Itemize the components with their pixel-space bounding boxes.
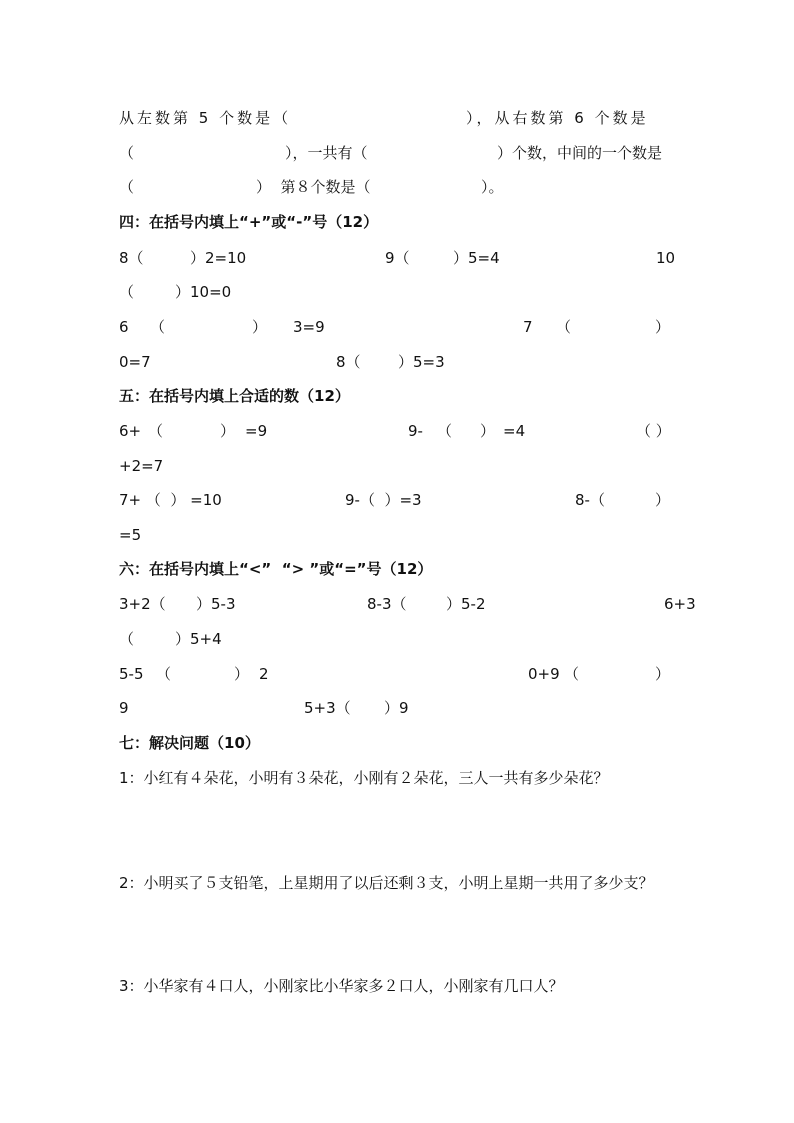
s4-r4-b: 8（ bbox=[336, 353, 361, 371]
intro-line1-mid: ），从右数第 6 个数是 bbox=[466, 109, 649, 127]
intro-line3-end: ）。 bbox=[481, 178, 504, 196]
s6-r1-c: 8-3（ bbox=[367, 595, 407, 613]
s6-r1-a: 3+2（ bbox=[119, 595, 166, 613]
s5-r1-b: （ bbox=[148, 422, 164, 440]
s5-r1-i: （ ） bbox=[636, 422, 671, 440]
s6-r1-b: ）5-3 bbox=[196, 595, 236, 613]
s4-r3-b: （ bbox=[150, 318, 166, 336]
s6-r3-f: （ bbox=[564, 665, 580, 683]
s5-r2-a: +2=7 bbox=[119, 457, 164, 475]
s5-r1-e: 9- bbox=[408, 422, 423, 440]
s4-r4-a: 0=7 bbox=[119, 353, 151, 371]
s5-r3-c: 8-（ bbox=[575, 491, 605, 509]
s6-r4-b: 5+3（ bbox=[304, 699, 351, 717]
s5-r1-c: ） bbox=[220, 422, 236, 440]
s5-r3-a: 7+ （ ） =10 bbox=[119, 491, 222, 509]
s4-r2-b: ）10=0 bbox=[175, 283, 232, 301]
s7-question-2: 2：小明买了５支铅笔，上星期用了以后还剩３支，小明上星期一共用了多少支？ bbox=[119, 874, 654, 892]
s4-r2-a: （ bbox=[119, 283, 135, 301]
section6-title: 六：在括号内填上“<” “> ”或“=”号（12） bbox=[119, 560, 433, 578]
s7-question-1: 1：小红有４朵花，小明有３朵花，小刚有２朵花，三人一共有多少朵花？ bbox=[119, 769, 609, 787]
intro-line3-mid: ） 第８个数是（ bbox=[256, 178, 371, 196]
s6-r3-d: 2 bbox=[259, 665, 269, 683]
intro-line2-mid: ），一共有（ bbox=[285, 144, 368, 162]
section7-title: 七：解决问题（10） bbox=[119, 734, 260, 752]
s6-r2-a: （ bbox=[119, 630, 135, 648]
s5-r3-b: 9-（ ）=3 bbox=[345, 491, 422, 509]
s4-r3-a: 6 bbox=[119, 318, 129, 336]
s6-r3-b: （ bbox=[156, 665, 172, 683]
s4-r3-e: 7 bbox=[523, 318, 533, 336]
s4-r3-c: ） bbox=[252, 318, 268, 336]
s5-r1-h: =4 bbox=[503, 422, 526, 440]
s4-r1-a: 8（ bbox=[119, 249, 144, 267]
s6-r4-c: ）9 bbox=[384, 699, 409, 717]
s6-r3-e: 0+9 bbox=[528, 665, 560, 683]
s5-r1-a: 6+ bbox=[119, 422, 142, 440]
s7-question-3: 3：小华家有４口人，小刚家比小华家多２口人，小刚家有几口人？ bbox=[119, 977, 564, 995]
s5-r1-f: （ bbox=[437, 422, 453, 440]
s4-r1-b: ）2=10 bbox=[190, 249, 247, 267]
s4-r1-d: ）5=4 bbox=[453, 249, 500, 267]
section5-title: 五：在括号内填上合适的数（12） bbox=[119, 387, 350, 405]
intro-line1-left: 从左数第 5 个数是（ bbox=[119, 109, 292, 127]
intro-line2-open: （ bbox=[119, 144, 135, 162]
s5-r3-d: ） bbox=[655, 491, 671, 509]
s4-r3-g: ） bbox=[655, 318, 671, 336]
s6-r2-b: ）5+4 bbox=[175, 630, 222, 648]
s5-r1-d: =9 bbox=[245, 422, 268, 440]
s6-r3-c: ） bbox=[234, 665, 250, 683]
intro-line3-open: （ bbox=[119, 178, 135, 196]
s5-r1-g: ） bbox=[480, 422, 496, 440]
s4-r4-c: ）5=3 bbox=[398, 353, 445, 371]
s5-r4-a: =5 bbox=[119, 526, 142, 544]
s4-r1-e: 10 bbox=[656, 249, 676, 267]
section4-title: 四：在括号内填上“+”或“-”号（12） bbox=[119, 213, 379, 231]
s6-r3-a: 5-5 bbox=[119, 665, 144, 683]
s6-r3-g: ） bbox=[655, 665, 671, 683]
s4-r3-d: 3=9 bbox=[293, 318, 325, 336]
s4-r3-f: （ bbox=[556, 318, 572, 336]
s6-r1-d: ）5-2 bbox=[446, 595, 486, 613]
s6-r4-a: 9 bbox=[119, 699, 129, 717]
intro-line2-end: ）个数，中间的一个数是 bbox=[497, 144, 663, 162]
s6-r1-e: 6+3 bbox=[664, 595, 696, 613]
s4-r1-c: 9（ bbox=[385, 249, 410, 267]
